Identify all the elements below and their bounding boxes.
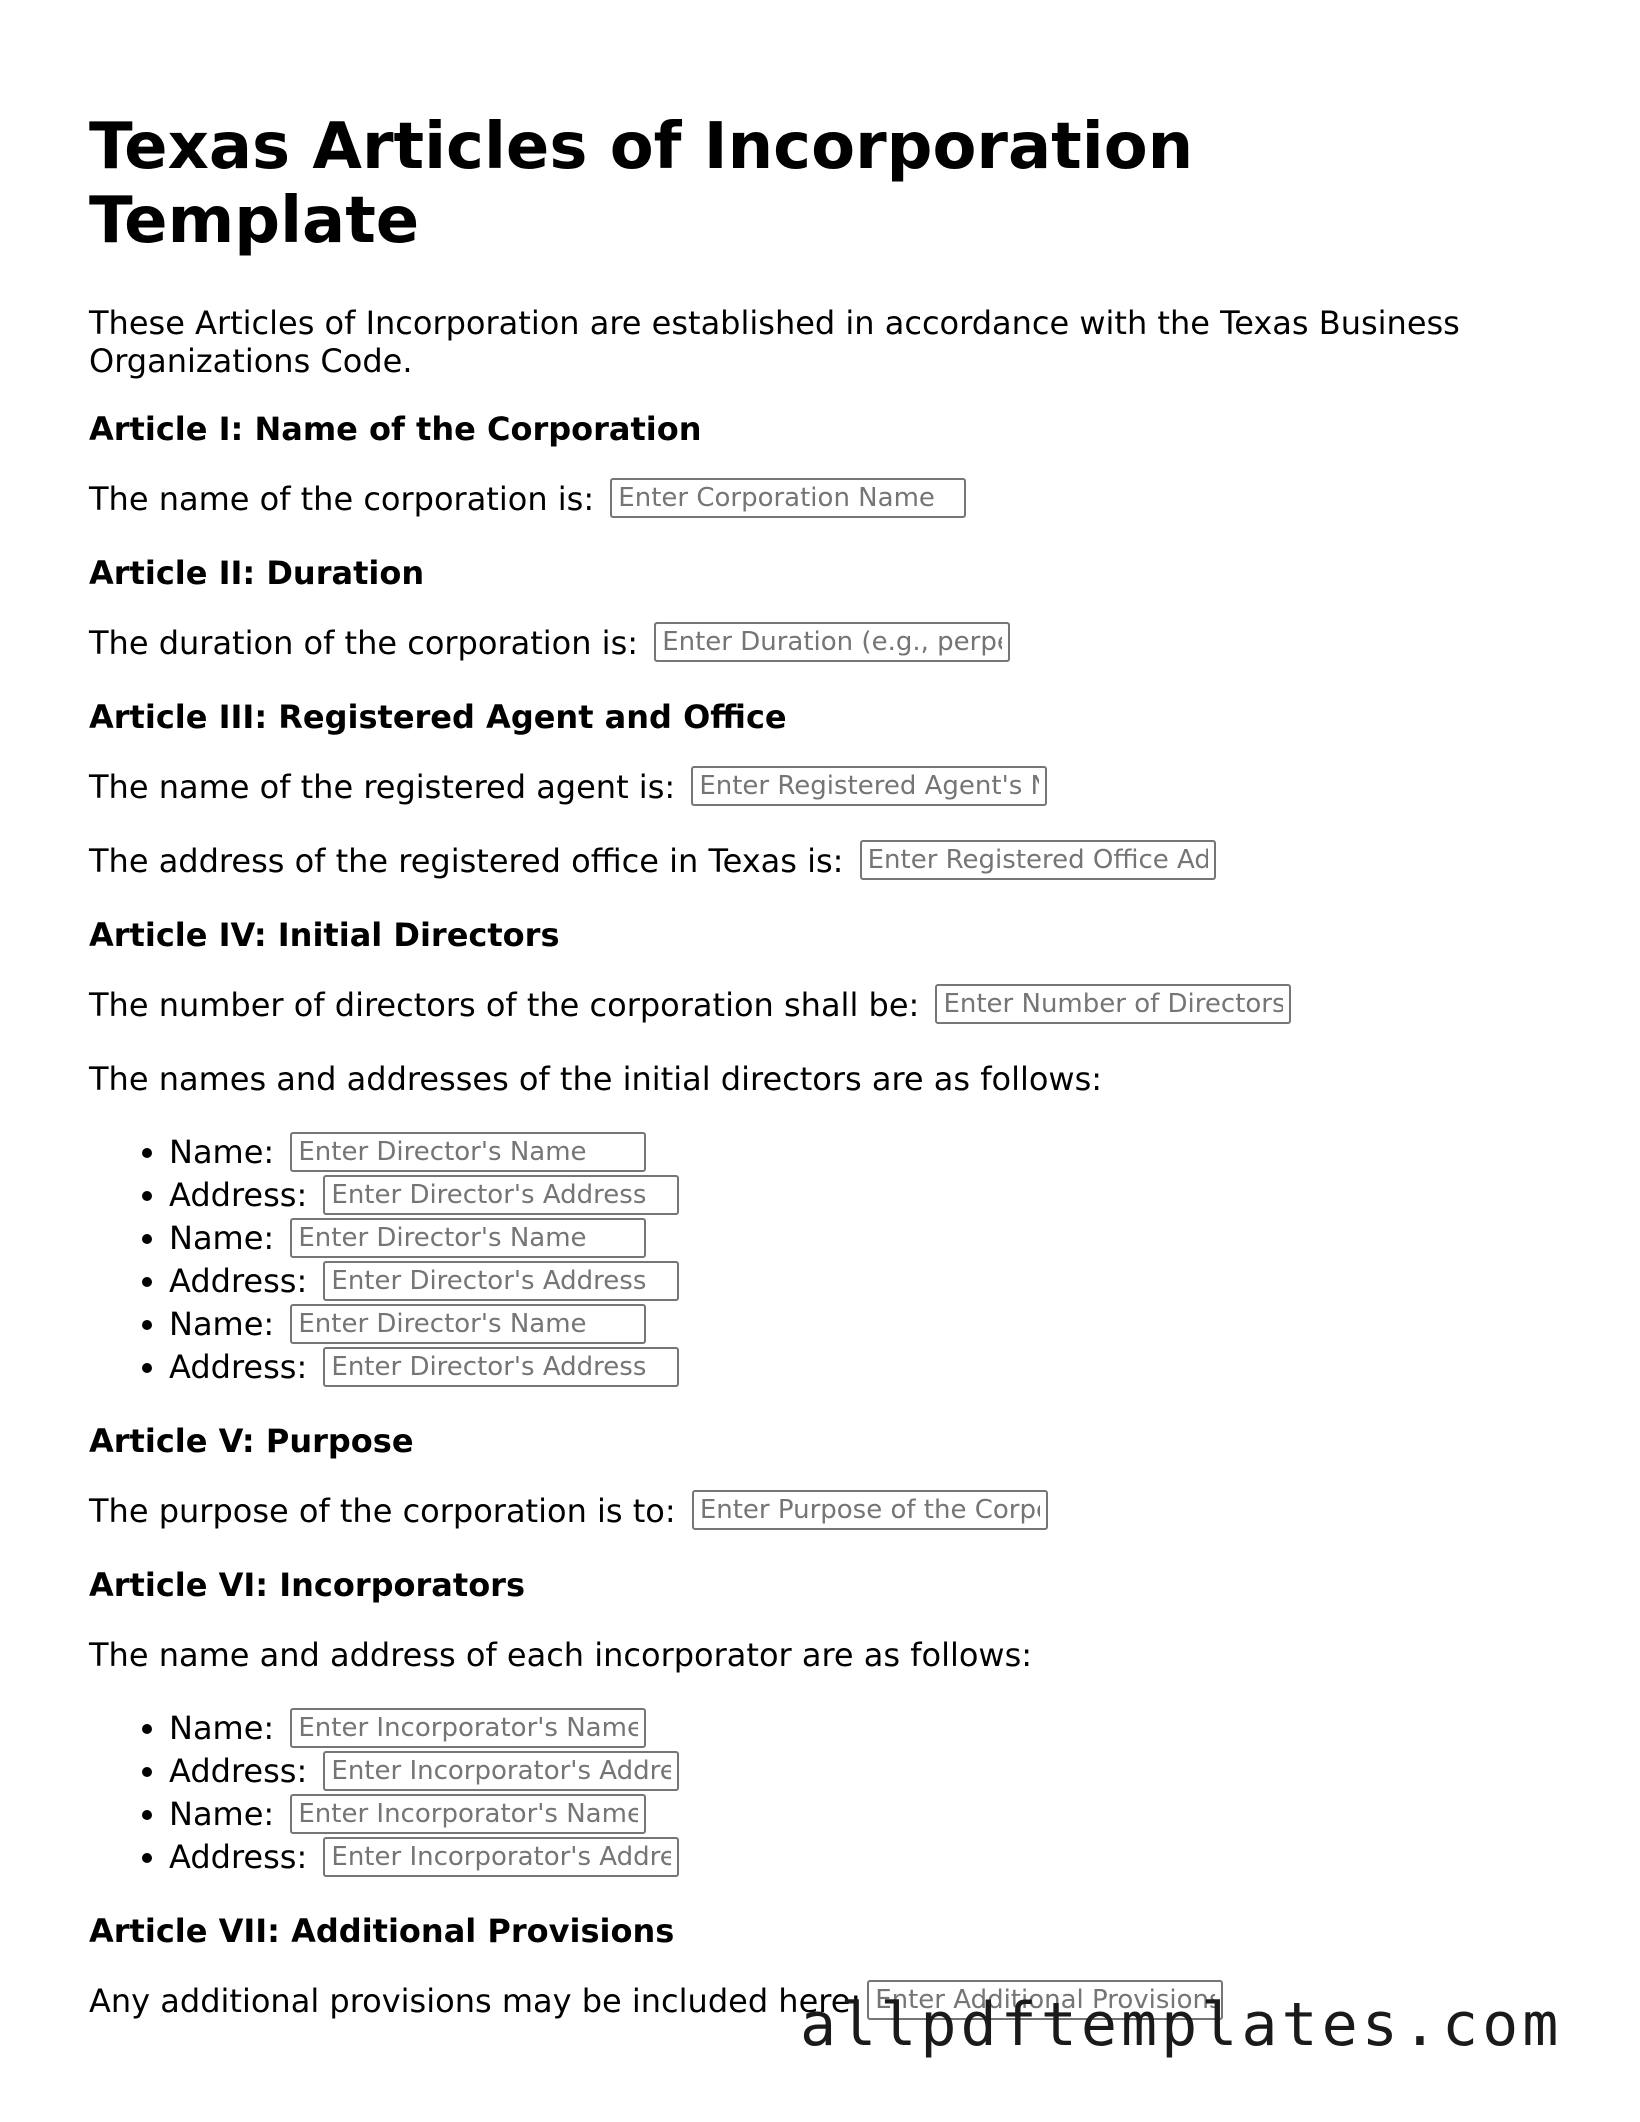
director-3-address-label: Address: xyxy=(169,1348,308,1386)
list-item xyxy=(169,1707,1569,1750)
article-6-heading: Article VI: Incorporators xyxy=(89,1566,525,1604)
director-1-address-label: Address: xyxy=(169,1176,308,1214)
list-item xyxy=(169,1750,1569,1793)
article-3-heading: Article III: Registered Agent and Office xyxy=(89,698,787,736)
director-3-name-label: Name: xyxy=(169,1305,275,1343)
director-3-name-input[interactable] xyxy=(290,1304,646,1344)
list-item xyxy=(169,1303,1569,1346)
registered-agent-input[interactable] xyxy=(691,766,1047,806)
incorporator-2-name-label: Name: xyxy=(169,1795,275,1833)
incorporator-1-name-label: Name: xyxy=(169,1709,275,1747)
article-7-heading: Article VII: Additional Provisions xyxy=(89,1912,675,1950)
registered-office-line xyxy=(89,842,1569,883)
purpose-line xyxy=(89,1492,1569,1533)
director-count-label: The number of directors of the corporation shall be: xyxy=(89,986,920,1024)
registered-agent-line xyxy=(89,768,1569,809)
registered-office-input[interactable] xyxy=(860,840,1216,880)
intro-text: These Articles of Incorporation are established in accordance with the Texas Business Organizations Code. xyxy=(89,304,1460,380)
article-2-heading: Article II: Duration xyxy=(89,554,425,592)
incorporator-1-address-label: Address: xyxy=(169,1752,308,1790)
purpose-input[interactable] xyxy=(692,1490,1048,1530)
incorporator-1-address-input[interactable] xyxy=(323,1751,679,1791)
registered-agent-label: The name of the registered agent is: xyxy=(89,768,676,806)
incorporator-2-address-label: Address: xyxy=(169,1838,308,1876)
director-2-address-input[interactable] xyxy=(323,1261,679,1301)
director-count-line xyxy=(89,986,1569,1027)
article-4-heading: Article IV: Initial Directors xyxy=(89,916,560,954)
directors-list xyxy=(89,1131,1569,1389)
director-count-input[interactable] xyxy=(935,984,1291,1024)
article-5-heading: Article V: Purpose xyxy=(89,1422,414,1460)
article-1-line xyxy=(89,480,1569,521)
incorporator-1-name-input[interactable] xyxy=(290,1708,646,1748)
list-item xyxy=(169,1131,1569,1174)
list-item xyxy=(169,1260,1569,1303)
additional-provisions-label: Any additional provisions may be included here: xyxy=(89,1982,862,2020)
director-1-address-input[interactable] xyxy=(323,1175,679,1215)
directors-list-intro: The names and addresses of the initial directors are as follows: xyxy=(89,1060,1103,1098)
incorporator-2-name-input[interactable] xyxy=(290,1794,646,1834)
list-item xyxy=(169,1174,1569,1217)
director-2-address-label: Address: xyxy=(169,1262,308,1300)
duration-label: The duration of the corporation is: xyxy=(89,624,639,662)
director-3-address-input[interactable] xyxy=(323,1347,679,1387)
duration-input[interactable] xyxy=(654,622,1010,662)
list-item xyxy=(169,1793,1569,1836)
corporation-name-label: The name of the corporation is: xyxy=(89,480,595,518)
corporation-name-input[interactable] xyxy=(610,478,966,518)
incorporators-list-intro: The name and address of each incorporator are as follows: xyxy=(89,1636,1033,1674)
document-page xyxy=(89,110,1569,2056)
list-item xyxy=(169,1836,1569,1879)
director-1-name-input[interactable] xyxy=(290,1132,646,1172)
purpose-label: The purpose of the corporation is to: xyxy=(89,1492,676,1530)
director-2-name-input[interactable] xyxy=(290,1218,646,1258)
list-item xyxy=(169,1346,1569,1389)
incorporator-2-address-input[interactable] xyxy=(323,1837,679,1877)
article-2-line xyxy=(89,624,1569,665)
list-item xyxy=(169,1217,1569,1260)
registered-office-label: The address of the registered office in Texas is: xyxy=(89,842,844,880)
incorporators-list xyxy=(89,1707,1569,1879)
director-1-name-label: Name: xyxy=(169,1133,275,1171)
director-2-name-label: Name: xyxy=(169,1219,275,1257)
article-1-heading: Article I: Name of the Corporation xyxy=(89,410,702,448)
watermark: allpdftemplates.com xyxy=(800,1990,1563,2060)
page-title: Texas Articles of Incorporation Template xyxy=(89,110,1194,258)
